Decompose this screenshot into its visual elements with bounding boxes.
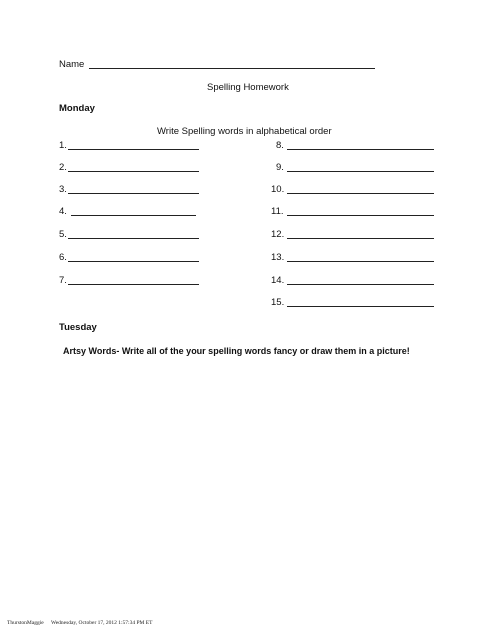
item-number: 12. (271, 229, 285, 240)
item-number: 10. (271, 184, 285, 195)
item-number: 1. (59, 140, 67, 151)
worksheet-title: Spelling Homework (207, 82, 289, 93)
tuesday-instruction: Artsy Words- Write all of the your spelling words fancy or draw them in a picture! (63, 346, 410, 356)
answer-blank-line (287, 215, 434, 216)
page-footer (7, 620, 159, 627)
answer-blank-line (287, 306, 434, 307)
item-number: 15. (271, 297, 285, 308)
answer-blank-line (68, 171, 199, 172)
name-blank-line (89, 68, 375, 69)
item-number: 2. (59, 162, 67, 173)
answer-blank-line (68, 238, 199, 239)
answer-blank-line (68, 149, 199, 150)
answer-blank-line (71, 215, 196, 216)
answer-blank-line (287, 171, 434, 172)
item-number: 14. (271, 275, 285, 286)
monday-instruction: Write Spelling words in alphabetical order (157, 126, 332, 137)
tuesday-heading: Tuesday (59, 322, 97, 333)
item-number: 7. (59, 275, 67, 286)
item-number: 9. (276, 162, 284, 173)
monday-heading: Monday (59, 103, 95, 114)
item-number: 11. (271, 206, 284, 217)
answer-blank-line (68, 193, 199, 194)
answer-blank-line (68, 284, 199, 285)
item-number: 3. (59, 184, 67, 195)
item-number: 5. (59, 229, 67, 240)
item-number: 8. (276, 140, 284, 151)
answer-blank-line (68, 261, 199, 262)
answer-blank-line (287, 238, 434, 239)
footer-author: ThurstonMaggie (7, 620, 44, 626)
name-label: Name (59, 59, 85, 70)
item-number: 13. (271, 252, 285, 263)
answer-blank-line (287, 193, 434, 194)
footer-timestamp: Wednesday, October 17, 2012 1:57:34 PM ET (50, 620, 153, 626)
answer-blank-line (287, 149, 434, 150)
item-number: 6. (59, 252, 67, 263)
answer-blank-line (287, 284, 434, 285)
item-number: 4. (59, 206, 67, 217)
answer-blank-line (287, 261, 434, 262)
